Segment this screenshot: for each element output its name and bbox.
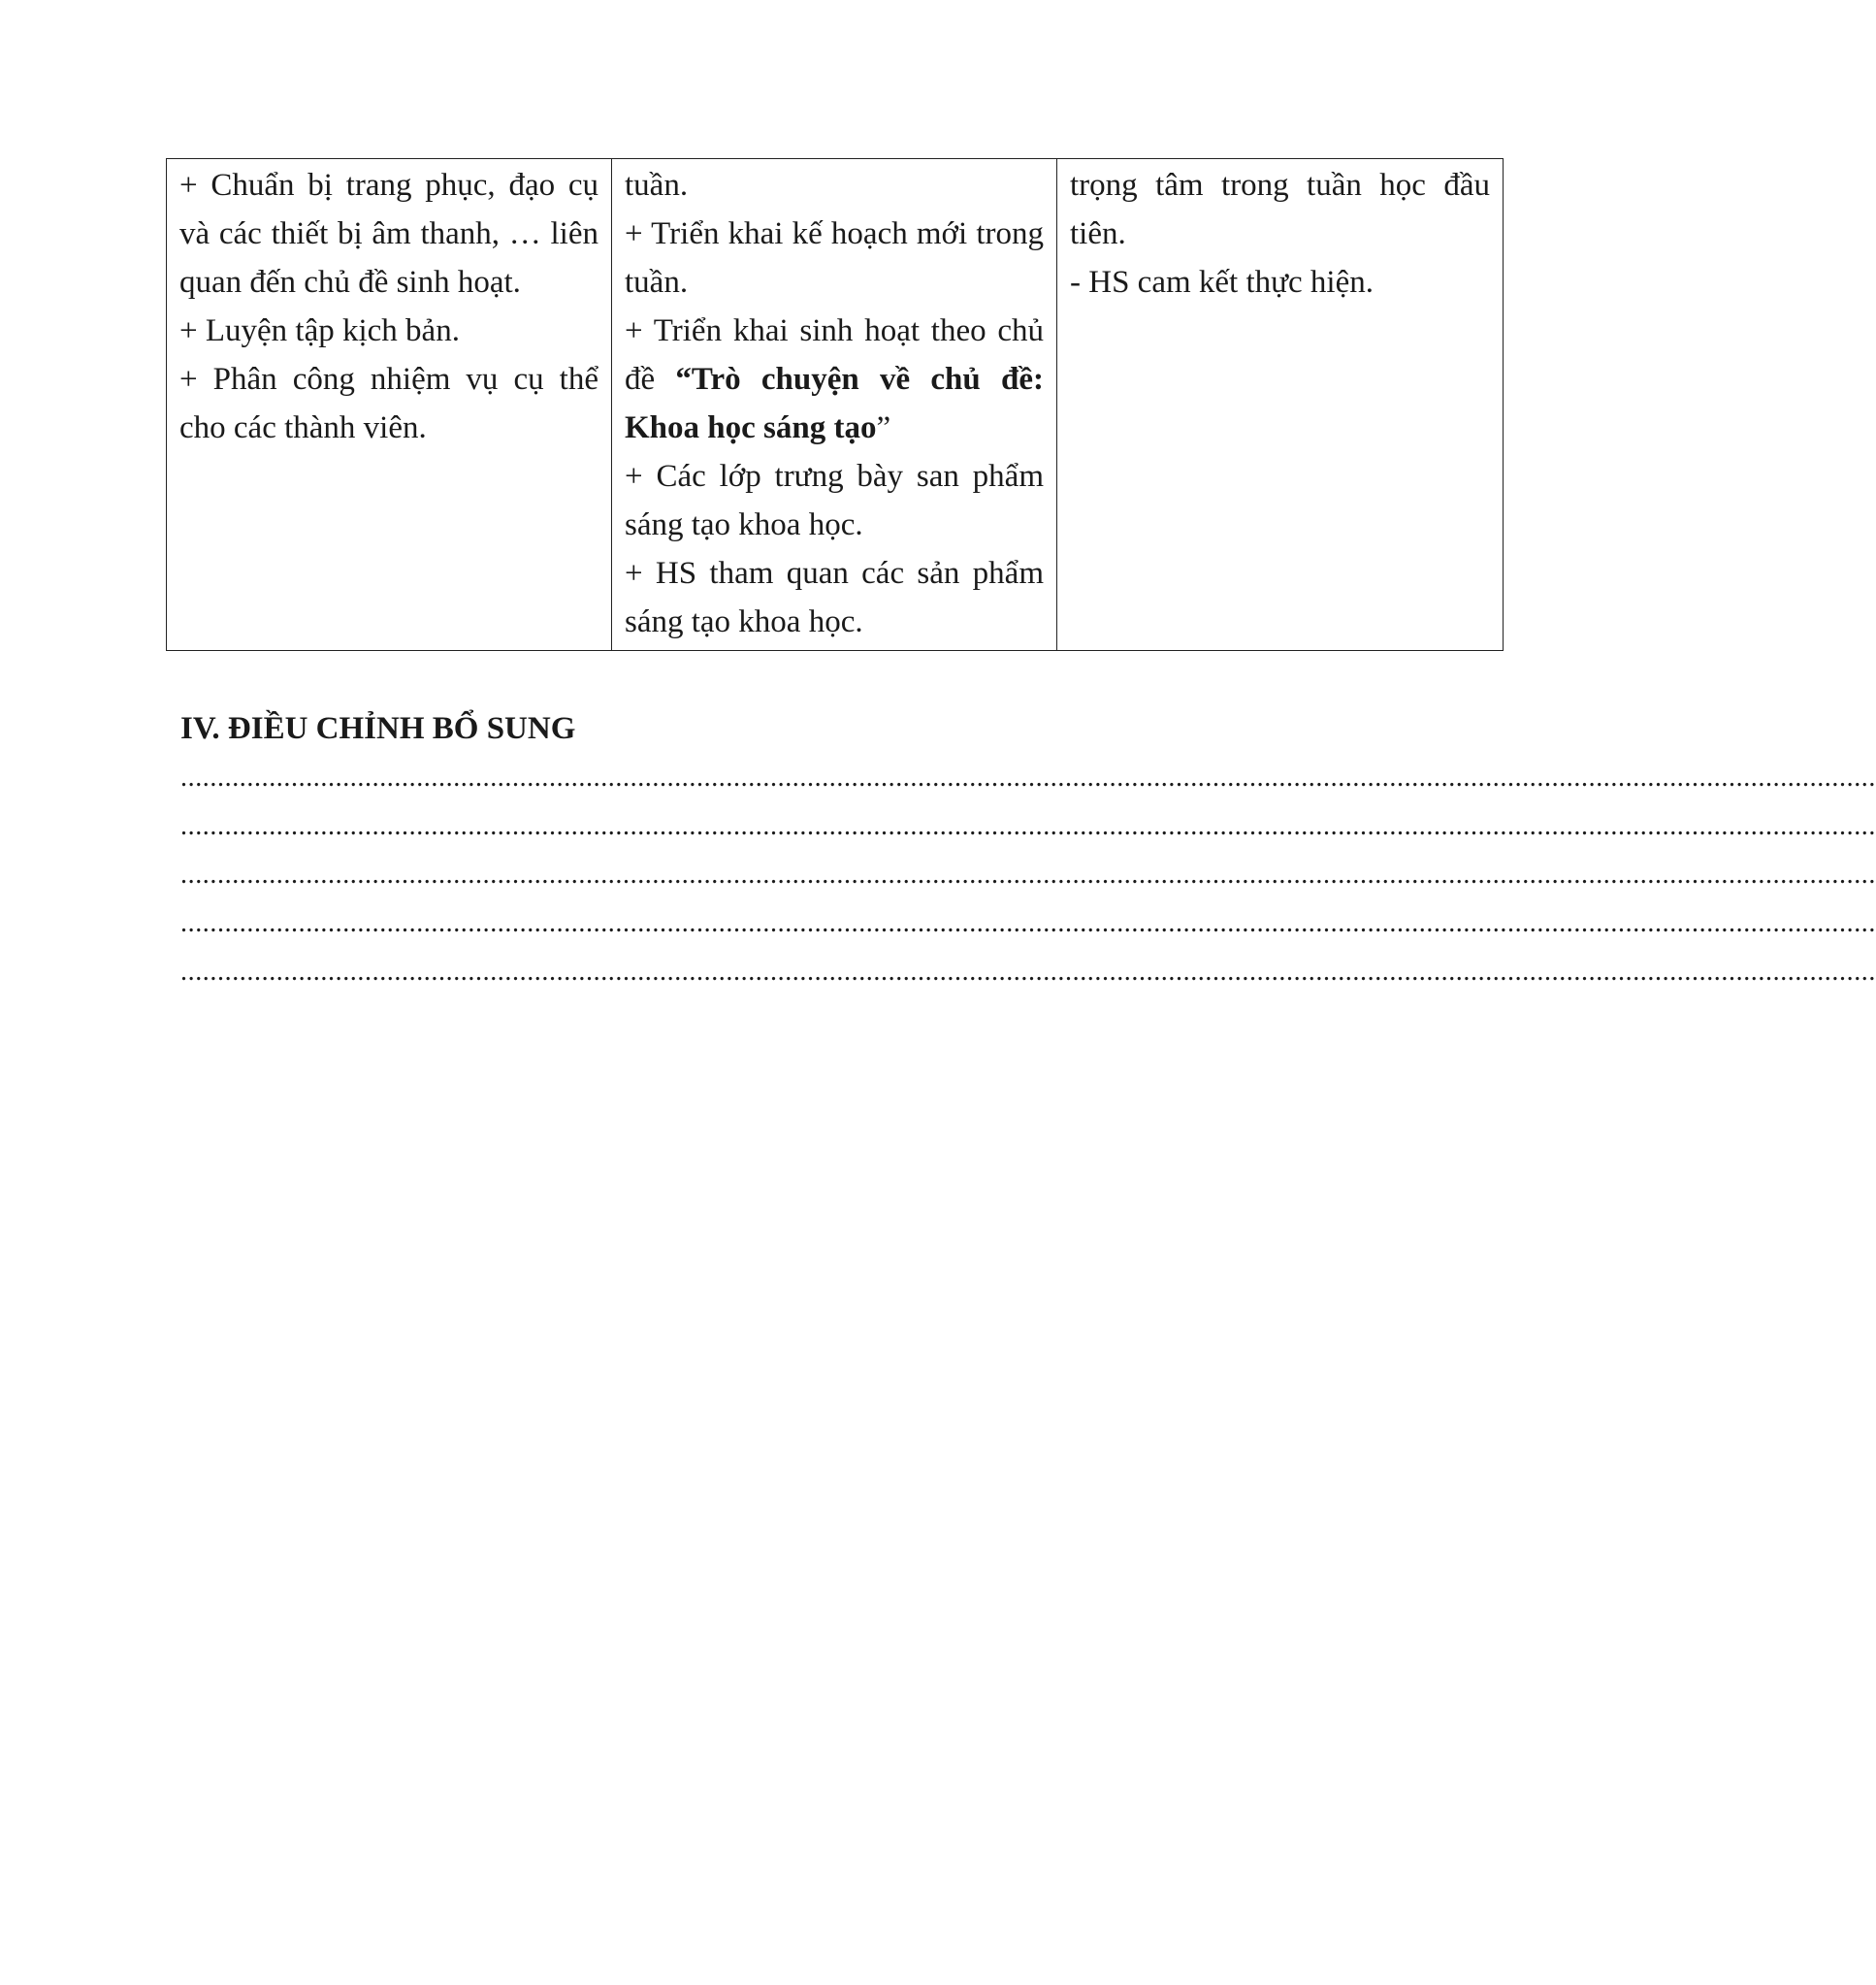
cell-paragraph — [625, 307, 1044, 452]
cell-paragraph: + Luyện tập kịch bản. — [179, 313, 460, 348]
table-cell-implementation — [612, 159, 1057, 651]
cell-paragraph: + Phân công nhiệm vụ cụ thể cho các thành viên. — [179, 362, 598, 445]
cell-paragraph: + Triển khai kế hoạch mới trong tuần. — [625, 216, 1044, 300]
section-title: IV. ĐIỀU CHỈNH BỔ SUNG — [180, 711, 576, 746]
cell-text: ” — [876, 410, 891, 445]
table-cell-preparation — [167, 159, 612, 651]
dotted-line: ...................................................................................................................................................................................................................................... — [180, 763, 1876, 793]
dotted-line: ...................................................................................................................................................................................................................................... — [180, 811, 1876, 841]
cell-paragraph: + Chuẩn bị trang phục, đạo cụ và các thiết bị âm thanh, … liên quan đến chủ đề sinh hoạt. — [179, 168, 598, 300]
cell-paragraph: + Các lớp trưng bày san phẩm sáng tạo khoa học. — [625, 459, 1044, 542]
cell-text: + Triển khai sinh hoạt theo chủ đề — [625, 313, 1044, 397]
dotted-line: ...................................................................................................................................................................................................................................... — [180, 957, 1876, 987]
cell-paragraph: tuần. — [625, 168, 689, 203]
activity-table — [166, 158, 1504, 651]
table-row — [167, 159, 1504, 651]
dotted-line: ...................................................................................................................................................................................................................................... — [180, 860, 1876, 890]
topic-title: “Trò chuyện về chủ đề: Khoa học sáng tạo — [625, 362, 1044, 445]
cell-paragraph: + HS tham quan các sản phẩm sáng tạo khoa học. — [625, 556, 1044, 639]
table-cell-outcome — [1057, 159, 1504, 651]
cell-paragraph: - HS cam kết thực hiện. — [1070, 265, 1374, 300]
cell-paragraph: trọng tâm trong tuần học đầu tiên. — [1070, 168, 1490, 251]
dotted-line: ...................................................................................................................................................................................................................................... — [180, 908, 1876, 938]
